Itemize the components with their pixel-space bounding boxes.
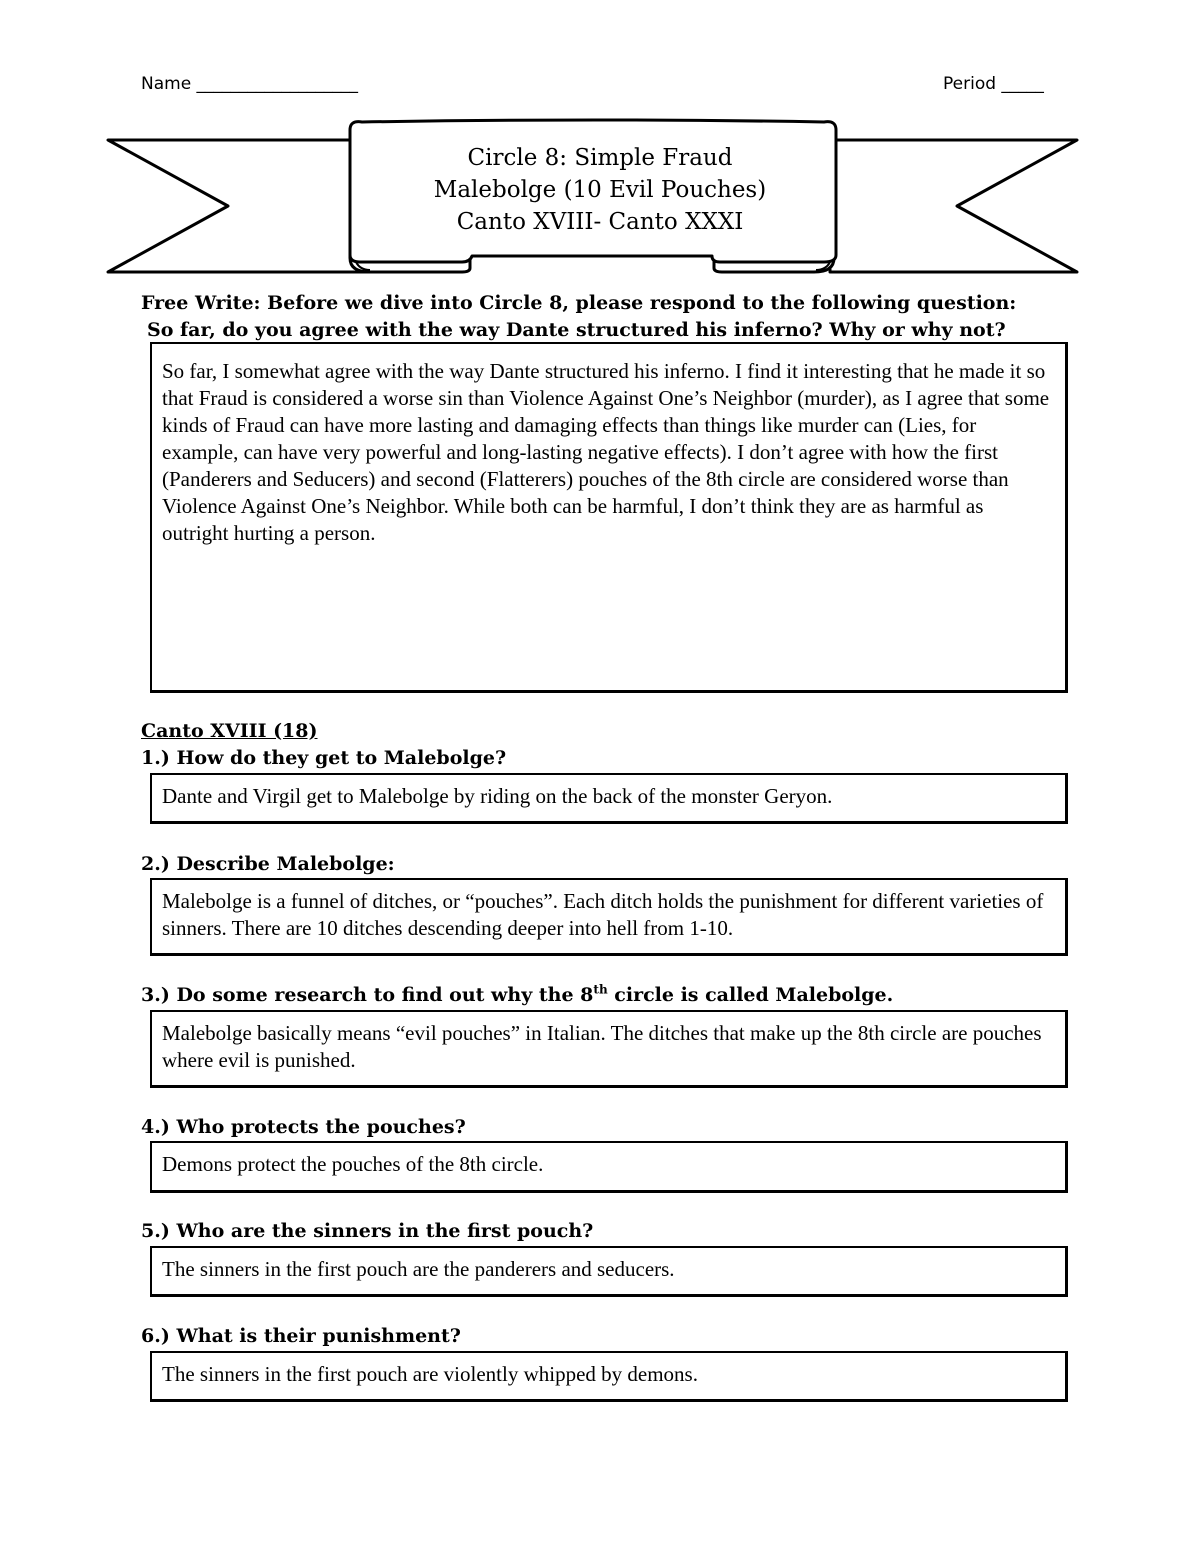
- name-field-label: Name ___________________: [141, 74, 359, 94]
- answer-box-5[interactable]: The sinners in the first pouch are the panderers and seducers.: [150, 1246, 1068, 1297]
- question-3: [141, 984, 893, 1006]
- question-3-superscript: th: [593, 982, 608, 997]
- question-6: 6.) What is their punishment?: [141, 1325, 461, 1347]
- banner-left-tail: [108, 140, 370, 272]
- banner-title-line2: Malebolge (10 Evil Pouches): [433, 177, 767, 203]
- free-write-question: So far, do you agree with the way Dante structured his inferno? Why or why not?: [147, 319, 1006, 341]
- answer-box-3[interactable]: Malebolge basically means “evil pouches” in Italian. The ditches that make up the 8th circle are pouches where evil is punished.: [150, 1010, 1068, 1088]
- free-write-answer-box[interactable]: So far, I somewhat agree with the way Dante structured his inferno. I find it interesting that he made it so that Fraud is considered a worse sin than Violence Against One’s Neighbor (murder), as I agree that some kinds of Fraud can have more lasting and damaging effects than things like murder can (Lies, for example, can have very powerful and long-lasting negative effects). I don’t agree with how the first (Panderers and Seducers) and second (Flatterers) pouches of the 8th circle are considered worse than Violence Against One’s Neighbor. While both can be harmful, I don’t think they are as harmful as outright hurting a person.: [150, 342, 1068, 693]
- section-heading: Canto XVIII (18): [141, 720, 318, 742]
- answer-box-1[interactable]: Dante and Virgil get to Malebolge by riding on the back of the monster Geryon.: [150, 773, 1068, 824]
- question-2: 2.) Describe Malebolge:: [141, 853, 395, 875]
- question-5: 5.) Who are the sinners in the first pouch?: [141, 1220, 594, 1242]
- question-3-part2: circle is called Malebolge.: [607, 984, 894, 1006]
- banner-title-line3: Canto XVIII- Canto XXXI: [456, 209, 744, 235]
- answer-box-4[interactable]: Demons protect the pouches of the 8th circle.: [150, 1141, 1068, 1193]
- banner-right-tail: [830, 140, 1077, 272]
- banner-title-line1: Circle 8: Simple Fraud: [467, 145, 733, 171]
- question-3-part1: 3.) Do some research to find out why the 8: [141, 984, 594, 1006]
- free-write-prompt: Free Write: Before we dive into Circle 8, please respond to the following question:: [141, 292, 1017, 314]
- question-4: 4.) Who protects the pouches?: [141, 1116, 466, 1138]
- period-field-label: Period _____: [943, 74, 1044, 94]
- question-1: 1.) How do they get to Malebolge?: [141, 747, 507, 769]
- answer-box-6[interactable]: The sinners in the first pouch are violently whipped by demons.: [150, 1351, 1068, 1402]
- answer-box-2[interactable]: Malebolge is a funnel of ditches, or “pouches”. Each ditch holds the punishment for different varieties of sinners. There are 10 ditches descending deeper into hell from 1-10.: [150, 878, 1068, 956]
